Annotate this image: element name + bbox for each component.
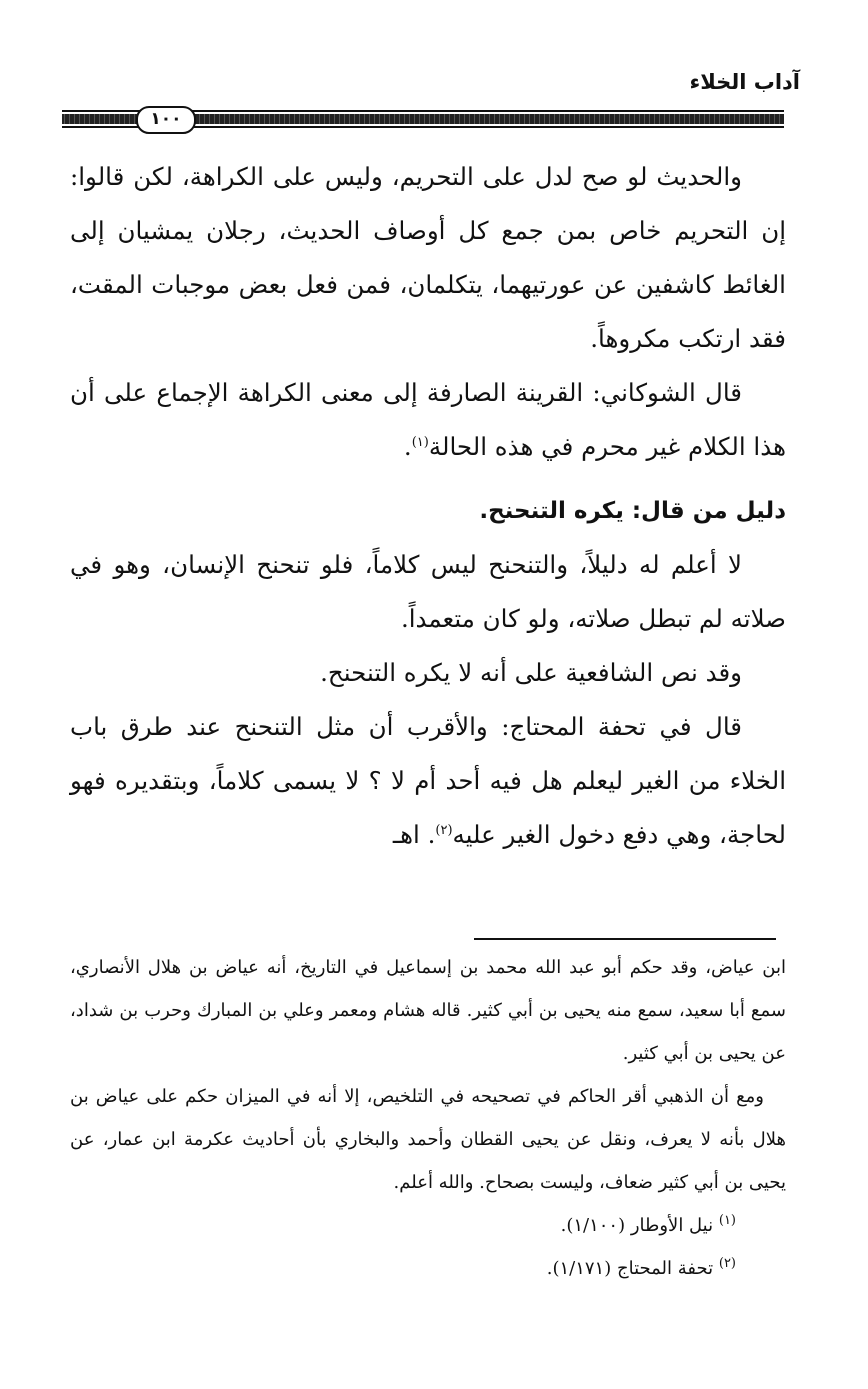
paragraph	[70, 366, 786, 474]
paragraph: والحديث لو صح لدل على التحريم، وليس على الكراهة، لكن قالوا: إن التحريم خاص بمن جمع كل أوصاف الحديث، رجلان يمشيان إلى الغائط كاشفين عن عورتيهما، يتكلمان، فمن فعل بعض موجبات المقت، فقد ارتكب مكروهاً.	[70, 162, 786, 353]
footnote-entry	[70, 1204, 786, 1247]
footnotes	[70, 946, 786, 1290]
footnote-ref-marker: (٢)	[435, 822, 453, 838]
main-text	[70, 150, 786, 862]
paragraph: لا أعلم له دليلاً، والتنحنح ليس كلاماً، فلو تنحنح الإنسان، وهو في صلاته لم تبطل صلاته، ولو كان متعمداً.	[70, 550, 786, 633]
footnote-marker: (٢)	[718, 1256, 736, 1271]
footnote-continued: ومع أن الذهبي أقر الحاكم في تصحيحه في التلخيص، إلا أنه في الميزان حكم على عياض بن هلال بأنه لا يعرف، ونقل عن يحيى القطان وأحمد والبخاري بأن أحاديث عكرمة ابن عمار، عن يحيى بن أبي كثير ضعاف، وليست بصحاح. والله أعلم.	[70, 1086, 786, 1193]
page-number: ١٠٠	[136, 106, 196, 134]
paragraph-end: .	[403, 432, 412, 461]
paragraph-end: . اهـ	[392, 820, 436, 849]
footnote-marker: (١)	[718, 1213, 736, 1228]
header-rule	[62, 106, 784, 132]
footnote-continued: ابن عياض، وقد حكم أبو عبد الله محمد بن إسماعيل في التاريخ، أنه عياض بن هلال الأنصاري، سمع أبا سعيد، سمع منه يحيى بن أبي كثير. قاله هشام ومعمر وعلي بن المبارك وحرب بن شداد، عن يحيى بن أبي كثير.	[70, 957, 786, 1064]
footnote-separator	[474, 938, 776, 940]
footnote-ref-marker: (١)	[411, 434, 429, 450]
section-heading: دليل من قال: يكره التنحنح.	[479, 498, 786, 524]
footnote-text: تحفة المحتاج (١/١٧١).	[546, 1258, 714, 1279]
paragraph-text: قال في تحفة المحتاج: والأقرب أن مثل التنحنح عند طرق باب الخلاء من الغير ليعلم هل فيه أحد أم لا ؟ لا يسمى كلاماً، وبتقديره فهو لحاجة، وهي دفع دخول الغير عليه	[70, 712, 786, 849]
paragraph-text: قال الشوكاني: القرينة الصارفة إلى معنى الكراهة الإجماع على أن هذا الكلام غير محرم في هذه الحالة	[70, 378, 786, 461]
paragraph	[70, 700, 786, 862]
footnote-entry	[70, 1247, 786, 1290]
footnote-text: نيل الأوطار (١/١٠٠).	[560, 1215, 714, 1236]
paragraph: وقد نص الشافعية على أنه لا يكره التنحنح.	[320, 658, 742, 687]
running-title: آداب الخلاء	[689, 70, 800, 94]
